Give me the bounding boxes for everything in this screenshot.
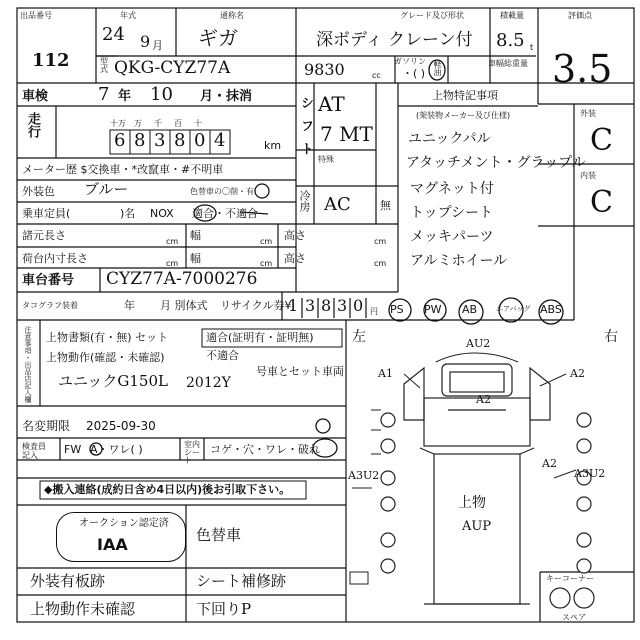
mileage-place-4: 百 <box>174 119 182 128</box>
spec-width-label: 幅 <box>190 229 201 242</box>
diagram-mark: AU2 <box>466 337 491 350</box>
dims-label: 車幅総重量 <box>488 59 528 68</box>
spec-length-label: 諸元長さ <box>22 229 66 242</box>
type-label: 型式 <box>100 57 108 74</box>
bed-width-label: 幅 <box>190 252 201 265</box>
model-name: ギガ <box>198 26 238 50</box>
capacity-label: 積載量 <box>500 11 524 20</box>
color-label: 外装色 <box>22 185 55 198</box>
color-change: 色替車の〇削・有 <box>190 187 254 196</box>
equip-ps: PS <box>390 303 404 316</box>
interior-label: 内装 <box>580 171 596 180</box>
diagram-mark: AUP <box>462 519 492 534</box>
inspection-label: 車検 <box>22 89 49 104</box>
tacho-month: 月 別体式 <box>160 299 208 312</box>
mileage-digit: 0 <box>194 130 206 151</box>
recycle-digit: 1 <box>288 296 299 315</box>
special-label: 特殊 <box>318 155 334 164</box>
inspection-month: 10 <box>150 84 173 105</box>
feature-item: メッキパーツ <box>410 229 494 245</box>
bed-width-unit: cm <box>260 259 273 268</box>
upper-model: ユニックG150L <box>58 372 168 390</box>
name-change-label: 名変期限 <box>22 419 71 433</box>
seats-label: 乗車定員( <box>22 207 71 220</box>
diagram-mark: 上物 <box>458 495 486 511</box>
shift-at: AT <box>318 92 345 116</box>
key-corner-label: キーコーナー <box>546 574 594 583</box>
remark-item: 外装有板跡 <box>30 572 106 590</box>
equip-abs: ABS <box>540 303 562 316</box>
month-unit: 月 <box>152 39 163 52</box>
upper-side-label: 注意事項・出品店記入欄 <box>24 326 32 403</box>
diagram-mark: A2 <box>542 457 557 470</box>
recycle-digit: 3 <box>305 296 316 315</box>
spec-height-unit: cm <box>374 237 387 246</box>
shift-label: シフト <box>298 96 313 165</box>
displacement-unit: cc <box>372 71 381 80</box>
notice-text: ◆搬入連絡(成約日含め4日以内)後お引取下さい。 <box>44 483 291 496</box>
capacity-unit: t <box>530 43 534 52</box>
meter-history: メーター歴 $交換車・*改竄車・#不明車 <box>22 163 224 176</box>
remark-item: 下回りP <box>196 600 252 618</box>
recycle-label: リサイクル券¥ <box>220 299 292 312</box>
displacement-value: 9830 <box>304 60 345 79</box>
tacho-year: 年 <box>124 299 135 312</box>
aircon-none: 無 <box>380 199 391 212</box>
fuel-paren: ・( ) <box>402 67 426 80</box>
mileage-place-3: 千 <box>154 119 162 128</box>
aircon-value: AC <box>324 194 351 215</box>
equip-pw: PW <box>424 303 442 316</box>
upper-type-line: 上物書類(有・無) セット <box>46 331 169 344</box>
lot-label: 出品番号 <box>20 11 52 20</box>
record-fw: FW <box>64 443 82 456</box>
aircon-label: 冷房 <box>298 190 311 212</box>
remark-item: 色替車 <box>196 526 242 544</box>
upper-compat-line: 適合(証明有・証明無) <box>206 331 314 344</box>
mileage-place-5: 十 <box>194 119 202 128</box>
chassis-label: 車台番号 <box>22 273 75 288</box>
recycle-digit: 3 <box>337 296 348 315</box>
model-label: 通称名 <box>220 11 244 20</box>
mileage-unit: km <box>264 139 282 152</box>
record-label: 検査員記入 <box>22 442 46 460</box>
mileage-digit: 8 <box>174 130 186 151</box>
inspection-year-unit: 年 <box>118 89 132 104</box>
seats-unit: )名 <box>120 207 136 220</box>
spec-length-unit: cm <box>166 237 179 246</box>
feature-item: トップシート <box>410 205 494 221</box>
diagram-left-label: 左 <box>352 329 366 345</box>
nox-result: 適合・不適合 <box>192 207 258 220</box>
diagram-mark: A3U2 <box>574 467 606 480</box>
grade-value: 深ボディ クレーン付 <box>316 30 473 50</box>
remark-item: 上物動作未確認 <box>30 600 136 618</box>
bed-height-unit: cm <box>374 259 387 268</box>
grade-label: グレード及び形状 <box>400 11 464 20</box>
diagram-mark: A1 <box>378 367 393 380</box>
feature-item: マグネット付 <box>410 181 494 197</box>
equip-airbag: エアバッグ <box>496 305 531 313</box>
mileage-label: 走行 <box>25 112 40 138</box>
diagram-mark: A2 <box>476 393 491 406</box>
features-subtitle: (架装物メーカー及び仕様) <box>416 111 511 120</box>
score-label: 評価点 <box>568 11 592 20</box>
record-fw-text: A・ワレ( ) <box>90 443 143 456</box>
room-label: 室内シート <box>184 440 200 465</box>
tacho-label: タコグラフ装着 <box>22 301 78 310</box>
upper-set-label: 号車とセット車両 <box>256 365 344 378</box>
name-change-value: 2025-09-30 <box>86 419 156 433</box>
diagram-mark: A2 <box>570 367 585 380</box>
exterior-label: 外装 <box>580 109 596 118</box>
fuel-diesel: 軽油 <box>433 60 442 76</box>
bed-length-unit: cm <box>166 259 179 268</box>
interior-grade: C <box>590 185 613 220</box>
mileage-digit: 3 <box>154 130 166 151</box>
feature-item: アルミホイール <box>410 253 508 269</box>
month-value: 9 <box>140 32 151 51</box>
nox-label: NOX <box>150 207 174 220</box>
remark-item: シート補修跡 <box>196 572 287 590</box>
auction-stamp <box>56 512 186 562</box>
spare-label: スペア <box>562 613 586 622</box>
lot-number: 112 <box>32 50 70 71</box>
equip-ab: AB <box>462 303 478 316</box>
feature-item: アタッチメント・グラップル <box>406 155 586 171</box>
spec-width-unit: cm <box>260 237 273 246</box>
feature-item: ユニックパル <box>408 131 491 147</box>
exterior-grade: C <box>590 123 613 158</box>
recycle-digit: 0 <box>353 296 364 315</box>
diagram-mark: A3U2 <box>348 469 380 482</box>
stamp-line1: オークション認定済 <box>79 518 169 529</box>
bed-height-label: 高さ <box>284 252 306 265</box>
capacity-value: 8.5 <box>496 30 525 51</box>
year-label: 年式 <box>120 11 136 20</box>
fuel-label: ガソリン <box>394 57 426 66</box>
stamp-logo: IAA <box>97 535 128 554</box>
mileage-place-2: 万 <box>134 119 142 128</box>
inspection-year: 7 <box>98 84 110 105</box>
mileage-digit: 8 <box>134 130 146 151</box>
year-value: 24 <box>102 24 125 45</box>
type-value: QKG-CYZ77A <box>114 58 231 78</box>
room-text: コゲ・穴・ワレ・破れ <box>210 443 320 456</box>
mileage-digit: 4 <box>214 130 226 151</box>
mileage-digit: 6 <box>114 130 126 151</box>
color-value: ブルー <box>84 180 129 198</box>
recycle-unit: 円 <box>370 307 378 316</box>
spec-height-label: 高さ <box>284 229 306 242</box>
recycle-digit: 8 <box>321 296 332 315</box>
mileage-place-1: 十万 <box>110 119 126 128</box>
upper-incompat: 不適合 <box>206 349 239 362</box>
shift-mt: 7 MT <box>320 122 373 146</box>
bed-length-label: 荷台内寸長さ <box>22 252 88 265</box>
diagram-right-label: 右 <box>604 329 618 345</box>
features-title: 上物特記事項 <box>432 89 498 102</box>
inspection-month-unit: 月・抹消 <box>200 89 253 104</box>
upper-operation: 上物動作(確認・未確認) <box>46 351 165 364</box>
upper-model-year: 2012Y <box>186 375 231 391</box>
score-value: 3.5 <box>552 47 613 91</box>
chassis-value: CYZ77A-7000276 <box>106 269 258 289</box>
